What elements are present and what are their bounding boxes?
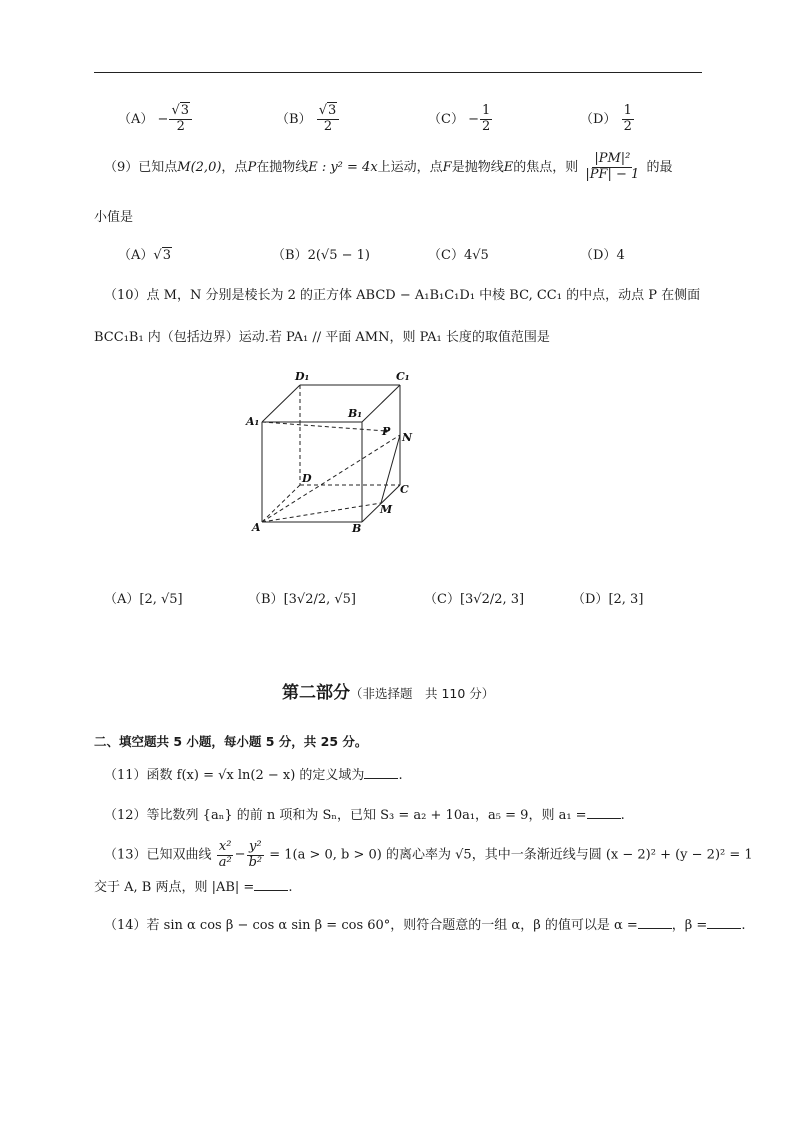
label-p: P	[382, 425, 391, 438]
q9-stem: （9）已知点M(2,0)，点P在抛物线E : y² = 4x上运动，点F是抛物线E的焦点，则 $\frac{\text{|PM|²}}{|PF| - 1}$ 的最	[104, 151, 673, 182]
q11: （11）函数 f(x) = √x ln(2 − x) 的定义域为 .	[104, 768, 403, 783]
label-d1: D₁	[295, 370, 310, 383]
answer-blank	[638, 916, 672, 929]
part2-heading: 第二部分（非选择题 共 110 分）	[282, 683, 495, 703]
label-c1: C₁	[396, 370, 410, 383]
q9-fraction: $\frac{\text{|PM|²}}{|PF| - 1}$	[585, 151, 640, 182]
answer-blank	[364, 766, 398, 779]
q9-option-d: （D）4	[580, 248, 625, 263]
q10-option-c: （C）[3√2/2, 3]	[424, 592, 525, 607]
section2-heading: 二、填空题共 5 小题，每小题 5 分，共 25 分。	[94, 734, 368, 749]
label-a1: A₁	[246, 415, 260, 428]
q9-option-b: （B）2(√5 − 1)	[272, 248, 370, 263]
label-c: C	[400, 483, 409, 496]
q8-option-d: （D） $\frac{1}{2}$	[580, 103, 632, 134]
q10-stem-line1: （10）点 M，N 分别是棱长为 2 的正方体 ABCD − A₁B₁C₁D₁ 中棱 BC, CC₁ 的中点，动点 P 在侧面	[104, 288, 701, 303]
q13: （13）已知双曲线 $\frac{\text{x²}}{\text{a²}}$ − $\frac{\text{y²}}{\text{b²}}$ = 1(a > 0, b > 0) 的离心率为 √5，其中一条渐近线与圆 (x − 2)² + (y − 2)² = 1	[104, 838, 753, 870]
q10-option-d: （D）[2, 3]	[572, 592, 644, 607]
fraction: $\frac{\text{y²}}{\text{b²}}$	[248, 838, 263, 870]
label-a: A	[252, 521, 261, 534]
label-b: B	[352, 522, 362, 535]
q10-option-b: （B）[3√2/2, √5]	[248, 592, 357, 607]
q9-option-c: （C）4√5	[428, 248, 489, 263]
label-m: M	[380, 503, 393, 516]
cube-figure	[240, 365, 430, 540]
answer-blank	[587, 806, 621, 819]
fraction: $\frac{1}{2}$	[623, 103, 632, 134]
answer-blank	[707, 916, 741, 929]
q10-stem-line2: BCC₁B₁ 内（包括边界）运动.若 PA₁ // 平面 AMN，则 PA₁ 长度的取值范围是	[94, 330, 550, 345]
q9-option-a: （A）√3	[118, 248, 171, 263]
q9-stem-line2: 小值是	[94, 210, 134, 225]
q12: （12）等比数列 {aₙ} 的前 n 项和为 Sₙ，已知 S₃ = a₂ + 10a₁，a₅ = 9，则 a₁ = .	[104, 808, 625, 823]
fraction: $\frac{√3}{2}$	[169, 104, 192, 135]
q14: （14）若 sin α cos β − cos α sin β = cos 60°，则符合题意的一组 α，β 的值可以是 α = ，β = .	[104, 918, 746, 933]
q10-option-a: （A）[2, √5]	[104, 592, 183, 607]
option-label: （A）	[118, 111, 154, 127]
header-rule	[94, 72, 702, 73]
q8-option-a: （A） − $\frac{√3}{2}$	[118, 104, 193, 135]
label-d: D	[302, 472, 312, 485]
answer-blank	[254, 878, 288, 891]
label-b1: B₁	[348, 407, 363, 420]
fraction: $\frac{√3}{2}$	[317, 104, 340, 135]
q8-option-c: （C） − $\frac{1}{2}$	[428, 103, 491, 134]
q13-line2: 交于 A, B 两点，则 |AB| = .	[94, 880, 293, 895]
label-n: N	[402, 431, 413, 444]
q8-option-b: （B） $\frac{√3}{2}$	[276, 104, 340, 135]
fraction: $\frac{1}{2}$	[482, 103, 491, 134]
fraction: $\frac{\text{x²}}{\text{a²}}$	[218, 838, 232, 870]
